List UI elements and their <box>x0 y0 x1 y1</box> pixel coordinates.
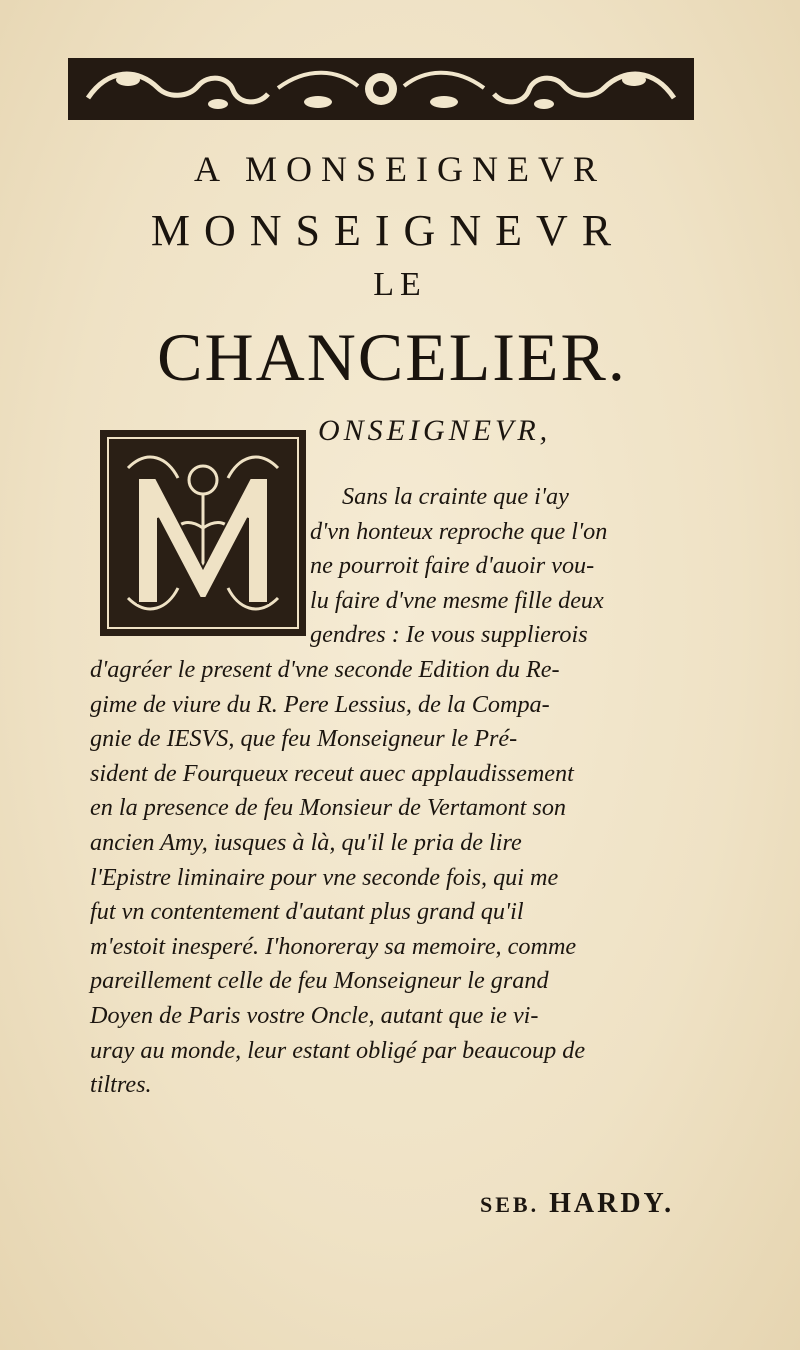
heading-line-3: LE <box>373 266 427 303</box>
signature <box>480 1188 674 1220</box>
body-line: pareillement celle de feu Monseigneur le grand <box>90 967 549 995</box>
heading-line-4: CHANCELIER. <box>157 319 627 395</box>
heading-line-1: A MONSEIGNEVR <box>193 149 606 189</box>
floral-headpiece-ornament-icon <box>68 58 694 120</box>
body-line: tiltres. <box>90 1071 152 1099</box>
body-line: d'agréer le present d'vne seconde Edition du Re- <box>90 655 560 683</box>
salutation: ONSEIGNEVR, <box>318 414 552 447</box>
signature-name: HARDY. <box>549 1188 675 1219</box>
body-line: d'vn honteux reproche que l'on <box>310 517 608 545</box>
body-line: sident de Fourqueux receut auec applaudissement <box>90 759 574 787</box>
body-line: gime de viure du R. Pere Lessius, de la Compa- <box>90 690 550 718</box>
body-line: lu faire d'vne mesme fille deux <box>310 586 604 614</box>
heading-line-2: MONSEIGNEVR <box>150 206 626 255</box>
signature-initials: SEB. <box>480 1192 540 1217</box>
body-line: m'estoit inesperé. I'honoreray sa memoire, comme <box>90 932 577 960</box>
body-line: Sans la crainte que i'ay <box>342 483 569 510</box>
body-line: en la presence de feu Monsieur de Vertamont son <box>90 794 567 822</box>
body-line: fut vn contentement d'autant plus grand qu'il <box>90 898 524 926</box>
dedication-body <box>90 480 710 1103</box>
body-line: ancien Amy, iusques à là, qu'il le pria de lire <box>90 828 522 856</box>
body-line: gnie de IESVS, que feu Monseigneur le Pré- <box>90 725 518 753</box>
body-line: gendres : Ie vous supplierois <box>310 621 588 649</box>
body-line: Doyen de Paris vostre Oncle, autant que ie vi- <box>90 1001 539 1029</box>
body-line: l'Epistre liminaire pour vne seconde fois, qui me <box>90 863 559 891</box>
body-line: uray au monde, leur estant obligé par beaucoup de <box>90 1036 586 1064</box>
body-line: ne pourroit faire d'auoir vou- <box>310 552 595 580</box>
